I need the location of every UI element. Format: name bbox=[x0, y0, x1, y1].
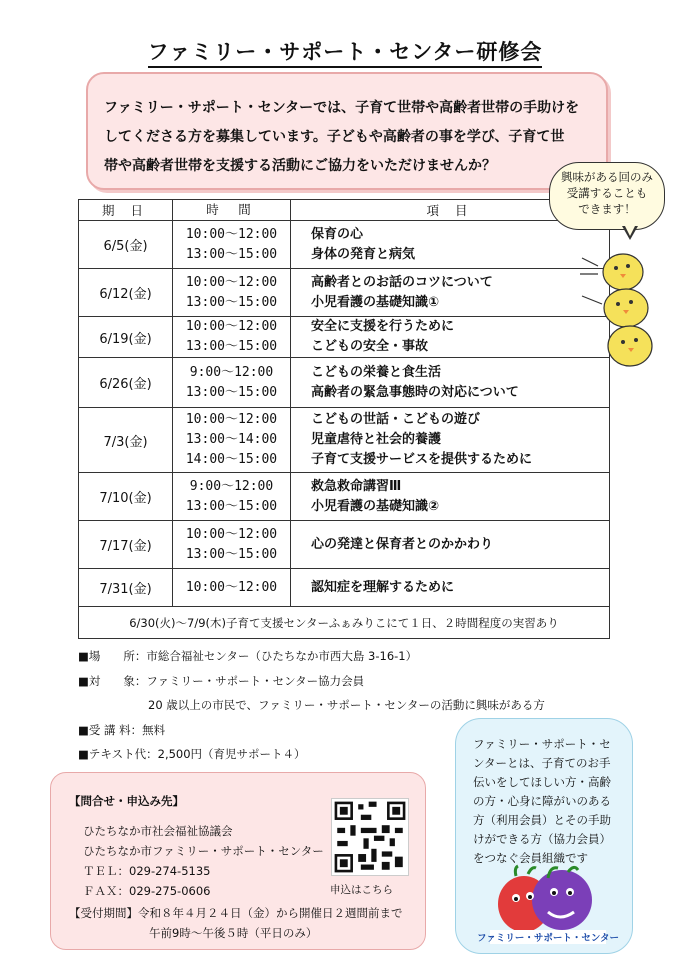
session-topic: 高齢者とのお話のコツについて bbox=[311, 274, 493, 290]
session-time: 13:00～15:00 bbox=[185, 339, 278, 354]
chick-illustration-icon bbox=[568, 244, 678, 374]
session-time: 10:00～12:00 bbox=[185, 579, 278, 595]
intro-line: してくださる方を募集しています。子どもや高齢者の事を学び、子育て世 bbox=[104, 129, 565, 145]
session-time: 13:00～15:00 bbox=[185, 294, 278, 310]
table-row bbox=[79, 221, 610, 269]
session-topic: こどもの栄養と食生活 bbox=[311, 364, 442, 380]
session-time: 10:00～12:00 bbox=[185, 226, 278, 242]
session-times bbox=[173, 408, 291, 473]
session-topics bbox=[291, 269, 610, 317]
session-topics bbox=[291, 521, 610, 569]
table-row bbox=[79, 408, 610, 473]
session-times bbox=[173, 269, 291, 317]
session-topic: 子育て支援サービスを提供するために bbox=[311, 452, 533, 467]
application-hours: 午前9時～午後５時（平日のみ） bbox=[149, 926, 318, 940]
session-topic: 保育の心 bbox=[311, 226, 364, 242]
session-topic: 認知症を理解するために bbox=[311, 579, 455, 595]
about-box: ファミリー・サポート・セ ンターとは、子育てのお手 伝いをしてほしい方・高齢 の方・心身に障がいのある 方（利用会員）とその手助 けができる方（協力会員） をつなぐ会員組織です bbox=[455, 718, 633, 954]
session-time: 9:00～12:00 bbox=[189, 364, 274, 380]
header-item: 項 目 bbox=[291, 200, 610, 221]
logo-text: ファミリー・サポート・センター bbox=[477, 933, 619, 944]
qr-code-icon[interactable] bbox=[331, 798, 409, 876]
contact-tel: ＴＥＬ：029-274-5135 bbox=[83, 864, 211, 878]
contact-org: ひたちなか市社会福祉協議会 bbox=[83, 824, 233, 838]
table-row bbox=[79, 358, 610, 408]
session-times bbox=[173, 358, 291, 408]
session-times bbox=[173, 521, 291, 569]
info-target: ■対 象：ファミリー・サポート・センター協力会員 bbox=[78, 673, 365, 688]
intro-box bbox=[86, 72, 608, 190]
session-time: 13:00～15:00 bbox=[185, 384, 278, 400]
header-date: 期 日 bbox=[79, 200, 173, 221]
info-target-detail: 20 歳以上の市民で、ファミリー・サポート・センターの活動に興味がある方 bbox=[148, 698, 545, 712]
qr-label: 申込はこちら bbox=[330, 884, 393, 896]
session-date: 6/5(金) bbox=[79, 221, 173, 269]
practicum-note: 6/30(火)～7/9(木)子育て支援センターふぁみりこにて１日、２時間程度の実習あり bbox=[79, 607, 610, 639]
session-time: 9:00～12:00 bbox=[189, 478, 274, 494]
session-time: 13:00～15:00 bbox=[185, 546, 278, 562]
session-topic: 安全に支援を行うために bbox=[311, 319, 455, 334]
intro-line: 帯や高齢者世帯を支援する活動にご協力をいただけませんか？ bbox=[104, 158, 496, 174]
session-date: 7/17(金) bbox=[79, 521, 173, 569]
session-topics bbox=[291, 221, 610, 269]
session-topics bbox=[291, 358, 610, 408]
session-date: 7/10(金) bbox=[79, 473, 173, 521]
info-place: ■場 所：市総合福祉センター（ひたちなか市西大島 3-16-1） bbox=[78, 649, 418, 663]
info-text-fee: ■テキスト代：2,500円（育児サポート４） bbox=[78, 747, 306, 761]
contact-heading: 【問合せ・申込み先】 bbox=[69, 794, 184, 808]
session-times bbox=[173, 569, 291, 607]
session-time: 10:00～12:00 bbox=[185, 319, 278, 334]
session-time: 10:00～12:00 bbox=[185, 412, 278, 427]
schedule-table bbox=[78, 199, 610, 639]
session-date: 6/19(金) bbox=[79, 317, 173, 358]
session-date: 6/12(金) bbox=[79, 269, 173, 317]
table-row bbox=[79, 473, 610, 521]
session-topic: 心の発達と保育者とのかかわり bbox=[311, 536, 494, 552]
session-time: 10:00～12:00 bbox=[185, 526, 278, 542]
table-row bbox=[79, 521, 610, 569]
speech-bubble: 興味がある回のみ 受講することも できます！ bbox=[549, 162, 665, 230]
session-times bbox=[173, 473, 291, 521]
session-date: 7/31(金) bbox=[79, 569, 173, 607]
session-topic: 救急救命講習Ⅲ bbox=[311, 478, 402, 494]
session-topics bbox=[291, 317, 610, 358]
session-time: 13:00～15:00 bbox=[185, 498, 278, 514]
session-topics bbox=[291, 569, 610, 607]
header-time: 時 間 bbox=[173, 200, 291, 221]
session-topic: 児童虐待と社会的養護 bbox=[311, 432, 442, 447]
info-fee: ■受 講 料：無料 bbox=[78, 722, 166, 737]
session-times bbox=[173, 317, 291, 358]
session-times bbox=[173, 221, 291, 269]
table-row bbox=[79, 269, 610, 317]
session-topics bbox=[291, 408, 610, 473]
session-topic: 身体の発育と病気 bbox=[311, 246, 416, 262]
session-topic: 小児看護の基礎知識① bbox=[311, 294, 440, 310]
session-time: 10:00～12:00 bbox=[185, 274, 278, 290]
family-support-logo bbox=[477, 858, 619, 946]
session-topic: こどもの安全・事故 bbox=[311, 339, 429, 354]
table-row bbox=[79, 569, 610, 607]
session-topics bbox=[291, 473, 610, 521]
session-topic: こどもの世話・こどもの遊び bbox=[311, 412, 481, 427]
session-topic: 高齢者の緊急事態時の対応について bbox=[311, 384, 519, 400]
session-date: 7/3(金) bbox=[79, 408, 173, 473]
page-title: ファミリー・サポート・センター研修会 bbox=[0, 36, 690, 66]
session-time: 14:00～15:00 bbox=[185, 452, 278, 467]
session-topic: 小児看護の基礎知識② bbox=[311, 498, 440, 514]
contact-org: ひたちなか市ファミリー・サポート・センター bbox=[83, 844, 324, 858]
session-date: 6/26(金) bbox=[79, 358, 173, 408]
table-row bbox=[79, 317, 610, 358]
session-time: 13:00～14:00 bbox=[185, 432, 278, 447]
application-period: 【受付期間】令和８年４月２４日（金）から開催日２週間前まで bbox=[69, 906, 403, 920]
session-time: 13:00～15:00 bbox=[185, 246, 278, 262]
speech-bubble-tail bbox=[622, 226, 638, 240]
contact-fax: ＦＡＸ：029-275-0606 bbox=[83, 884, 211, 898]
intro-line: ファミリー・サポート・センターでは、子育て世帯や高齢者世帯の手助けを bbox=[104, 100, 580, 116]
